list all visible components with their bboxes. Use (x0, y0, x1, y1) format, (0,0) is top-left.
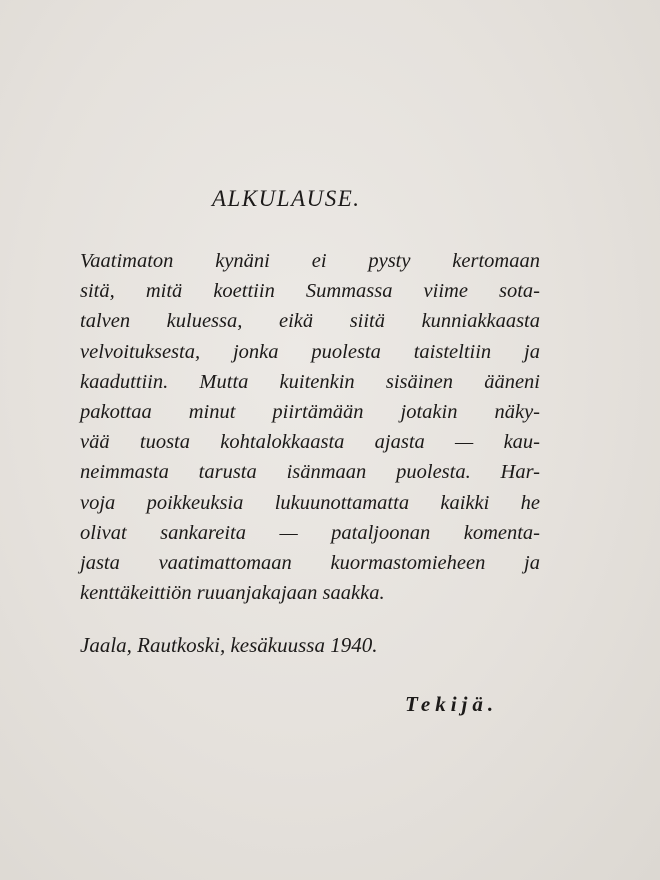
place-and-date: Jaala, Rautkoski, kesäkuussa 1940. (80, 633, 378, 657)
text-line: pakottaa minut piirtämään jotakin näky- (80, 400, 540, 423)
text-line: kaaduttiin. Mutta kuitenkin sisäinen ääneni (80, 370, 540, 393)
text-line: olivat sankareita — pataljoonan komenta- (80, 521, 540, 544)
text-line: Vaatimaton kynäni ei pysty kertomaan (80, 250, 540, 272)
text-line: vää tuosta kohtalokkaasta ajasta — kau- (80, 431, 540, 454)
page-heading: ALKULAUSE. (212, 186, 361, 211)
text-line: sitä, mitä koettiin Summassa viime sota- (80, 280, 540, 303)
text-line: jasta vaatimattomaan kuormastomieheen ja (80, 551, 540, 574)
author-signature: Tekijä. (405, 692, 499, 716)
preface-paragraph (80, 246, 540, 608)
text-line: talven kuluessa, eikä siitä kunniakkaasta (80, 310, 540, 333)
text-line: neimmasta tarusta isänmaan puolesta. Har- (80, 461, 540, 484)
text-line: kenttäkeittiön ruuanjakajaan saakka. (80, 582, 385, 605)
text-line: velvoituksesta, jonka puolesta taisteltiin ja (80, 340, 540, 363)
text-line: voja poikkeuksia lukuunottamatta kaikki he (80, 491, 540, 514)
